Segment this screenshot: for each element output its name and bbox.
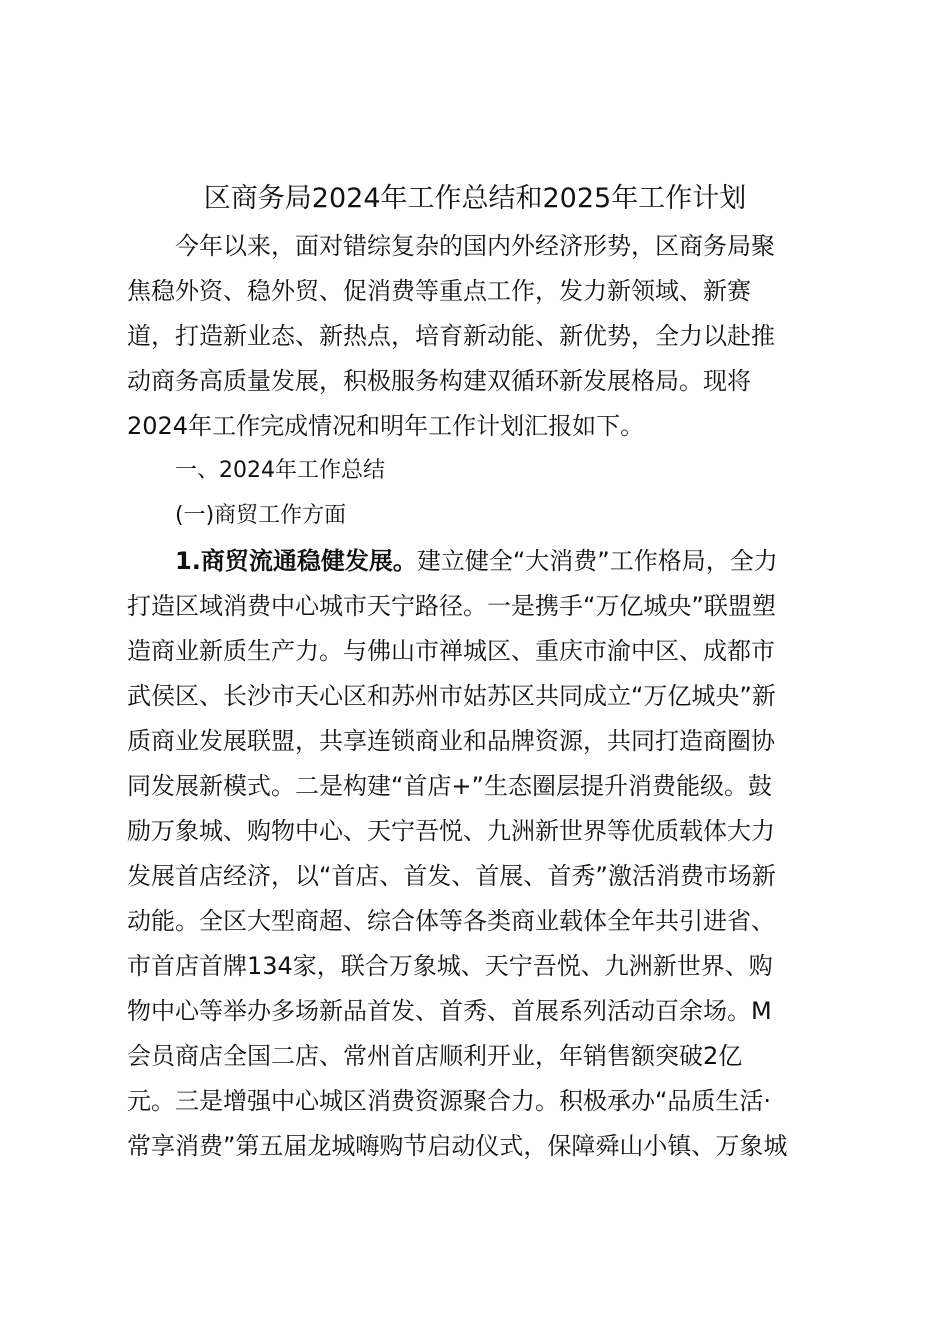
item1-line: 质商业发展联盟，共享连锁商业和品牌资源，共同打造商圈协 bbox=[127, 727, 775, 755]
item1-first-line-text: 建立健全“大消费”工作格局，全力 bbox=[416, 547, 778, 575]
intro-line-1: 今年以来，面对错综复杂的国内外经济形势，区商务局聚 bbox=[175, 232, 775, 260]
item1-line: 发展首店经济，以“首店、首发、首展、首秀”激活消费市场新 bbox=[127, 862, 776, 890]
intro-line-4: 动商务高质量发展，积极服务构建双循环新发展格局。现将 bbox=[127, 367, 751, 395]
item1-line: 动能。全区大型商超、综合体等各类商业载体全年共引进省、 bbox=[127, 907, 775, 935]
intro-line-2: 焦稳外资、稳外贸、促消费等重点工作，发力新领域、新赛 bbox=[127, 277, 751, 305]
item1-line: 造商业新质生产力。与佛山市禅城区、重庆市渝中区、成都市 bbox=[127, 637, 775, 665]
item1-line: 打造区域消费中心城市天宁路径。一是携手“万亿城央”联盟塑 bbox=[127, 592, 776, 620]
item1-line: 元。三是增强中心城区消费资源聚合力。积极承办“品质生活· bbox=[127, 1087, 772, 1115]
intro-line-5: 2024年工作完成情况和明年工作计划汇报如下。 bbox=[127, 412, 645, 440]
section-heading: 一、2024年工作总结 bbox=[175, 458, 385, 483]
item1-line: 会员商店全国二店、常州首店顺利开业，年销售额突破2亿 bbox=[127, 1042, 743, 1070]
subsection-heading: (一)商贸工作方面 bbox=[175, 503, 347, 528]
item1-line: 武侯区、长沙市天心区和苏州市姑苏区共同成立“万亿城央”新 bbox=[127, 682, 776, 710]
item1-line: 物中心等举办多场新品首发、首秀、首展系列活动百余场。M bbox=[127, 997, 772, 1025]
item1-lead-heading: 1.商贸流通稳健发展。 bbox=[175, 547, 417, 575]
item1-line: 常享消费”第五届龙城嗨购节启动仪式，保障舜山小镇、万象城 bbox=[127, 1132, 788, 1160]
item1-line: 市首店首牌134家，联合万象城、天宁吾悦、九洲新世界、购 bbox=[127, 952, 773, 980]
item1-line: 同发展新模式。二是构建“首店+”生态圈层提升消费能级。鼓 bbox=[127, 772, 772, 800]
item1-first-line bbox=[175, 539, 778, 583]
item1-line: 励万象城、购物中心、天宁吾悦、九洲新世界等优质载体大力 bbox=[127, 817, 775, 845]
document-title: 区商务局2024年工作总结和2025年工作计划 bbox=[203, 183, 747, 214]
intro-line-3: 道，打造新业态、新热点，培育新动能、新优势，全力以赴推 bbox=[127, 322, 775, 350]
